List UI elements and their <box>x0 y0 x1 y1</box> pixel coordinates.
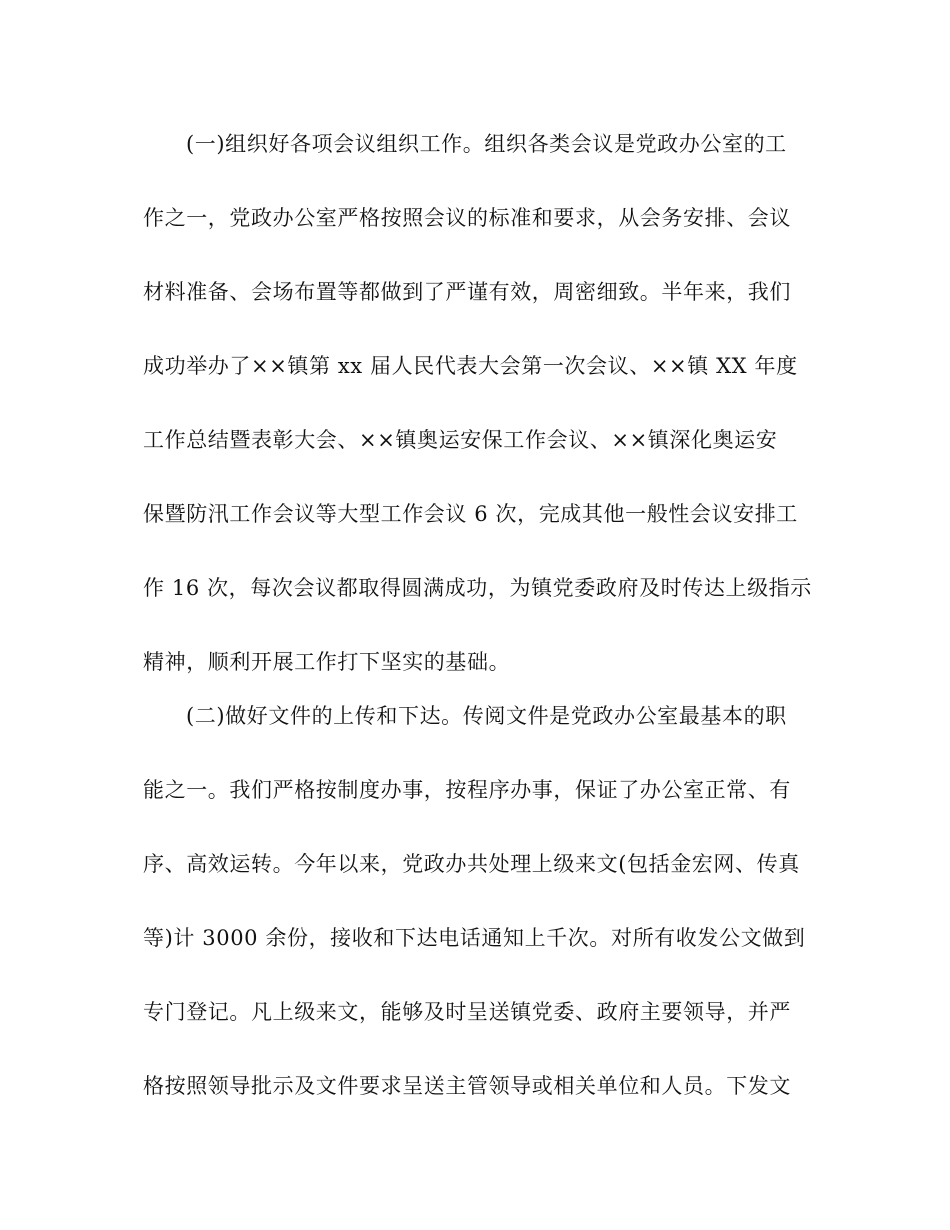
paragraph-1-line-7: 作 16 次，每次会议都取得圆满成功，为镇党委政府及时传达上级指示 <box>143 576 812 600</box>
paragraph-2-line-3: 序、高效运转。今年以来，党政办共处理上级来文(包括金宏网、传真 <box>143 852 800 876</box>
paragraph-1-line-4: 成功举办了××镇第 xx 届人民代表大会第一次会议、××镇 XX 年度 <box>143 354 798 378</box>
paragraph-1-line-8: 精神，顺利开展工作打下坚实的基础。 <box>143 650 511 674</box>
paragraph-2-line-2: 能之一。我们严格按制度办事，按程序办事，保证了办公室正常、有 <box>143 778 791 802</box>
paragraph-1-line-3: 材料准备、会场布置等都做到了严谨有效，周密细致。半年来，我们 <box>143 280 791 304</box>
paragraph-1-line-5: 工作总结暨表彰大会、××镇奥运安保工作会议、××镇深化奥运安 <box>143 428 778 452</box>
paragraph-2-line-6: 格按照领导批示及文件要求呈送主管领导或相关单位和人员。下发文 <box>143 1074 791 1098</box>
paragraph-1-line-1: (一)组织好各项会议组织工作。组织各类会议是党政办公室的工 <box>186 132 787 156</box>
paragraph-1-line-2: 作之一，党政办公室严格按照会议的标准和要求，从会务安排、会议 <box>143 206 791 230</box>
paragraph-2-line-5: 专门登记。凡上级来文，能够及时呈送镇党委、政府主要领导，并严 <box>143 1000 791 1024</box>
paragraph-2-line-1: (二)做好文件的上传和下达。传阅文件是党政办公室最基本的职 <box>186 704 787 728</box>
paragraph-1-line-6: 保暨防汛工作会议等大型工作会议 6 次，完成其他一般性会议安排工 <box>143 502 798 526</box>
paragraph-2-line-4: 等)计 3000 余份，接收和下达电话通知上千次。对所有收发公文做到 <box>143 926 806 950</box>
